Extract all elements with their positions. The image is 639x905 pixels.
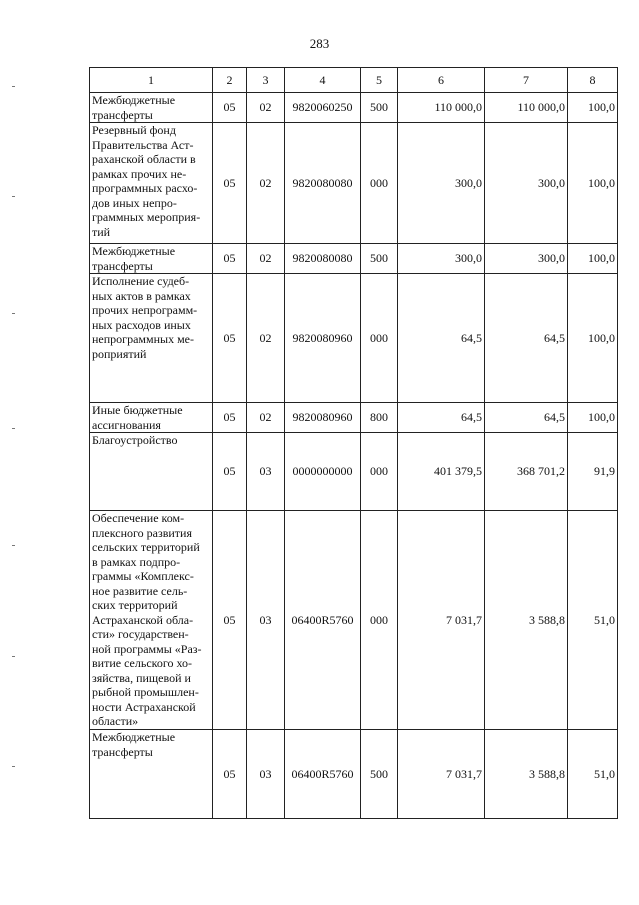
item-name-line: раханской области в [92, 152, 196, 166]
item-name-line: тий [92, 224, 111, 239]
subsection-cell: 02 [247, 244, 285, 274]
executed-amount-cell: 300,0 [485, 123, 568, 244]
approved-amount-cell: 401 379,5 [398, 433, 485, 511]
target-article-cell: 9820080080 [285, 123, 361, 244]
expense-type-cell: 500 [361, 730, 398, 819]
table-row [90, 511, 618, 730]
target-article-cell: 06400R5760 [285, 511, 361, 730]
item-name-line: граммы «Комплекс- [92, 569, 194, 583]
table-row [90, 123, 618, 244]
executed-amount-cell: 3 588,8 [485, 730, 568, 819]
item-name-line: прочих непрограмм- [92, 303, 198, 317]
execution-percent-cell: 100,0 [568, 93, 618, 123]
executed-amount-cell: 300,0 [485, 244, 568, 274]
expense-type-cell: 500 [361, 93, 398, 123]
item-name-line: сти» государствен- [92, 627, 189, 641]
item-name-cell [90, 93, 213, 123]
budget-table [89, 67, 618, 819]
approved-amount-cell: 64,5 [398, 274, 485, 403]
header-cell: 2 [213, 68, 247, 93]
item-name-line: граммных мероприя- [92, 210, 201, 224]
margin-mark [12, 766, 15, 767]
item-name-line: области» [92, 714, 139, 728]
item-name-line: трансферты [92, 744, 153, 759]
item-name-line: Межбюджетные [92, 93, 176, 107]
header-row [90, 68, 618, 93]
execution-percent-cell: 100,0 [568, 403, 618, 433]
target-article-cell: 0000000000 [285, 433, 361, 511]
item-name-line: Резервный фонд [92, 123, 176, 137]
table-row [90, 93, 618, 123]
expense-type-cell: 000 [361, 433, 398, 511]
header-cell: 5 [361, 68, 398, 93]
table-row [90, 730, 618, 819]
subsection-cell: 02 [247, 93, 285, 123]
expense-type-cell: 000 [361, 123, 398, 244]
item-name-cell [90, 433, 213, 511]
approved-amount-cell: 110 000,0 [398, 93, 485, 123]
section-cell: 05 [213, 511, 247, 730]
executed-amount-cell: 368 701,2 [485, 433, 568, 511]
target-article-cell: 9820080960 [285, 274, 361, 403]
item-name-line: трансферты [92, 107, 153, 122]
target-article-cell: 9820080960 [285, 403, 361, 433]
header-cell: 1 [90, 68, 213, 93]
approved-amount-cell: 7 031,7 [398, 730, 485, 819]
margin-mark [12, 545, 15, 546]
item-name-line: Межбюджетные [92, 730, 176, 744]
item-name-line: программных расхо- [92, 181, 198, 195]
approved-amount-cell: 64,5 [398, 403, 485, 433]
execution-percent-cell: 100,0 [568, 244, 618, 274]
header-cell: 6 [398, 68, 485, 93]
subsection-cell: 02 [247, 274, 285, 403]
section-cell: 05 [213, 403, 247, 433]
header-cell: 3 [247, 68, 285, 93]
target-article-cell: 9820060250 [285, 93, 361, 123]
item-name-line: витие сельского хо- [92, 656, 193, 670]
item-name-cell [90, 403, 213, 433]
section-cell: 05 [213, 730, 247, 819]
subsection-cell: 03 [247, 511, 285, 730]
item-name-line: Исполнение судеб- [92, 274, 190, 288]
item-name-line: ассигнования [92, 417, 161, 432]
margin-mark [12, 196, 15, 197]
item-name-line: ное развитие сель- [92, 583, 188, 598]
execution-percent-cell: 100,0 [568, 274, 618, 403]
table-row [90, 244, 618, 274]
subsection-cell: 03 [247, 433, 285, 511]
item-name-line: ских территорий [92, 598, 178, 612]
executed-amount-cell: 64,5 [485, 403, 568, 433]
item-name-line: ной программы «Раз- [92, 641, 202, 656]
executed-amount-cell: 64,5 [485, 274, 568, 403]
section-cell: 05 [213, 93, 247, 123]
item-name-cell [90, 123, 213, 244]
expense-type-cell: 000 [361, 274, 398, 403]
item-name-line: Иные бюджетные [92, 403, 183, 417]
expense-type-cell: 800 [361, 403, 398, 433]
item-name-line: зяйства, пищевой и [92, 670, 191, 685]
section-cell: 05 [213, 123, 247, 244]
item-name-line: сельских территорий [92, 540, 200, 554]
margin-mark [12, 86, 15, 87]
header-cell: 8 [568, 68, 618, 93]
execution-percent-cell: 91,9 [568, 433, 618, 511]
item-name-line: рамках прочих не- [92, 166, 187, 181]
margin-mark [12, 656, 15, 657]
item-name-line: Правительства Аст- [92, 137, 194, 152]
item-name-line: непрограммных ме- [92, 332, 195, 346]
page-number: 283 [309, 36, 330, 51]
section-cell: 05 [213, 244, 247, 274]
item-name-cell [90, 511, 213, 730]
table-row [90, 274, 618, 403]
executed-amount-cell: 3 588,8 [485, 511, 568, 730]
item-name-line: роприятий [92, 346, 147, 361]
execution-percent-cell: 100,0 [568, 123, 618, 244]
item-name-line: Обеспечение ком- [92, 511, 185, 525]
item-name-cell [90, 730, 213, 819]
item-name-line: в рамках подпро- [92, 554, 181, 569]
margin-mark [12, 313, 15, 314]
approved-amount-cell: 300,0 [398, 123, 485, 244]
target-article-cell: 9820080080 [285, 244, 361, 274]
subsection-cell: 03 [247, 730, 285, 819]
header-cell: 4 [285, 68, 361, 93]
approved-amount-cell: 7 031,7 [398, 511, 485, 730]
item-name-line: плексного развития [92, 525, 192, 540]
item-name-cell [90, 244, 213, 274]
item-name-line: ных актов в рамках [92, 288, 191, 303]
item-name-line: дов иных непро- [92, 195, 177, 210]
subsection-cell: 02 [247, 123, 285, 244]
item-name-line: рыбной промышлен- [92, 685, 199, 699]
subsection-cell: 02 [247, 403, 285, 433]
table-row [90, 403, 618, 433]
expense-type-cell: 000 [361, 511, 398, 730]
section-cell: 05 [213, 433, 247, 511]
item-name-line: ных расходов иных [92, 317, 191, 332]
table-row [90, 433, 618, 511]
execution-percent-cell: 51,0 [568, 730, 618, 819]
target-article-cell: 06400R5760 [285, 730, 361, 819]
item-name-line: ности Астраханской [92, 699, 196, 714]
executed-amount-cell: 110 000,0 [485, 93, 568, 123]
item-name-line: трансферты [92, 258, 153, 273]
item-name-line: Благоустройство [92, 433, 178, 447]
header-cell: 7 [485, 68, 568, 93]
item-name-line: Астраханской обла- [92, 612, 194, 627]
margin-mark [12, 428, 15, 429]
item-name-line: Межбюджетные [92, 244, 176, 258]
execution-percent-cell: 51,0 [568, 511, 618, 730]
expense-type-cell: 500 [361, 244, 398, 274]
item-name-cell [90, 274, 213, 403]
approved-amount-cell: 300,0 [398, 244, 485, 274]
section-cell: 05 [213, 274, 247, 403]
